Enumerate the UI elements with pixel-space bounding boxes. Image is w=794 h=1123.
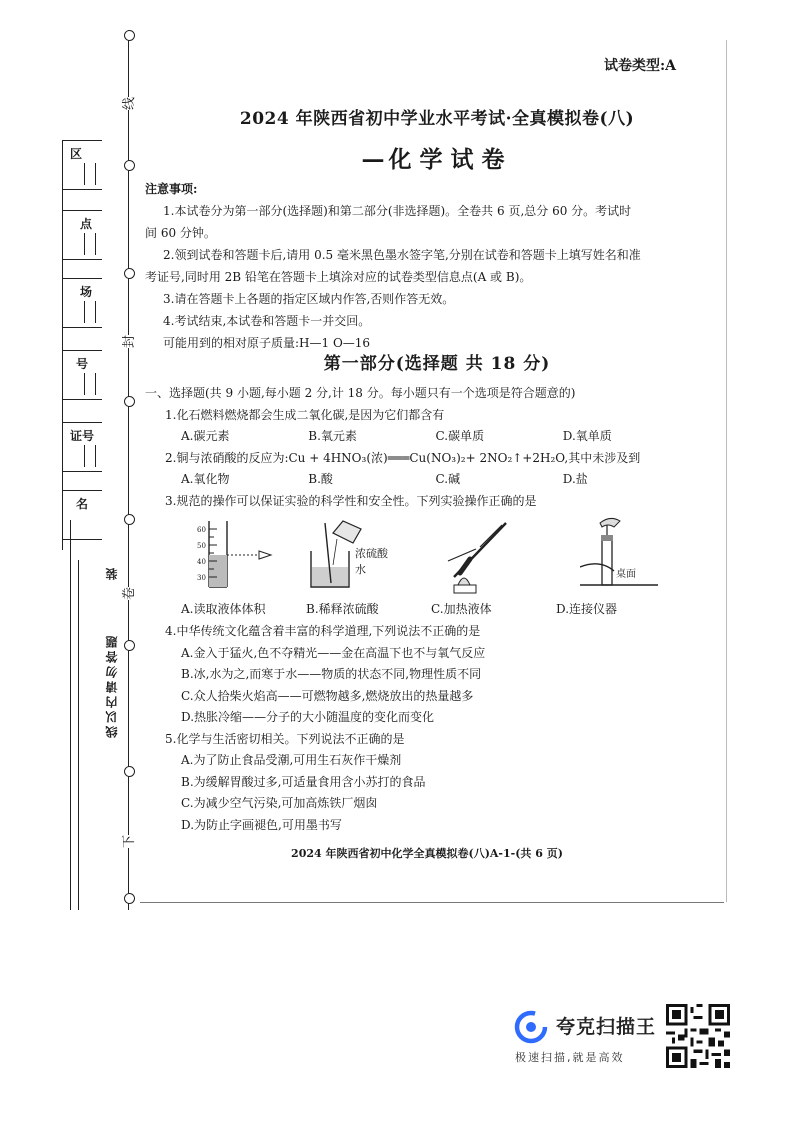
binding-hole (124, 640, 135, 651)
figure-b-dilution (303, 515, 413, 593)
option-b: B.酸 (308, 472, 333, 486)
margin-outer-line (62, 140, 63, 550)
margin-field-label: 号 (76, 357, 89, 371)
question-1-stem: 1.化石燃料燃烧都会生成二氧化碳,是因为它们都含有 (165, 407, 445, 422)
notes-item: 4.考试结束,本试卷和答题卡一并交回。 (163, 314, 371, 328)
margin-field-label: 区 (70, 147, 83, 161)
binding-hole (124, 514, 135, 525)
qr-code-icon (666, 1004, 730, 1068)
option-c: C.众人拾柴火焰高——可燃物越多,燃烧放出的热量越多 (181, 688, 474, 703)
option-d: D.连接仪器 (556, 602, 618, 616)
margin-field-exam-site (62, 210, 102, 260)
option-b: B.氧元素 (308, 429, 357, 443)
exam-title: 2024 年陕西省初中学业水平考试·全真模拟卷(八) (239, 109, 635, 129)
notes-item-continued: 间 60 分钟。 (145, 226, 216, 240)
question-5-stem: 5.化学与生活密切相关。下列说法不正确的是 (165, 731, 405, 746)
table-label: 桌面 (616, 569, 636, 580)
margin-field-label: 点 (80, 217, 93, 231)
margin-field-box (84, 445, 96, 467)
cylinder-tick-label: 40 (197, 558, 206, 566)
page-right-edge (726, 40, 727, 902)
question-1-options (145, 426, 690, 448)
figure-c-heating (440, 515, 530, 595)
margin-field-label: 证号 (70, 429, 95, 443)
question-area (145, 383, 690, 512)
seal-char-seal: 封 (116, 335, 139, 348)
no-answer-warning: 线以内请勿答题 (105, 633, 119, 738)
notes-item-continued: 考证号,同时用 2B 铅笔在答题卡上填涂对应的试卷类型信息点(A 或 B)。 (145, 270, 532, 284)
option-d: D.氧单质 (562, 429, 612, 443)
option-b: B.为缓解胃酸过多,可适量食用含小苏打的食品 (181, 774, 426, 789)
margin-field-box (84, 373, 96, 395)
scanner-logo-icon (514, 1010, 548, 1044)
question-3-figures (175, 515, 675, 605)
option-b: B.稀释浓硫酸 (306, 602, 379, 616)
option-d: D.盐 (562, 472, 588, 486)
warning-bottom-char: 下 (116, 835, 139, 848)
question-area-lower (145, 621, 690, 836)
binding-hole (124, 268, 135, 279)
page-footer: 2024 年陕西省初中化学全真模拟卷(八)A-1-(共 6 页) (291, 847, 563, 860)
binding-hole (124, 893, 135, 904)
notes-item: 2.领到试卷和答题卡后,请用 0.5 毫米黑色墨水签字笔,分别在试卷和答题卡上填写姓名和准 (163, 248, 641, 262)
margin-field-name (62, 490, 102, 540)
cylinder-tick-label: 60 (197, 526, 206, 534)
notes-heading: 注意事项: (145, 182, 198, 196)
scanner-brand-name: 夸克扫描王 (556, 1016, 657, 1038)
notes-item: 3.请在答题卡上各题的指定区域内作答,否则作答无效。 (163, 292, 455, 306)
margin-field-box (84, 233, 96, 255)
binding-hole (124, 396, 135, 407)
question-2-stem: 2.铜与浓硝酸的反应为:Cu + 4HNO₃(浓)═══Cu(NO₃)₂+ 2NO₂↑+2H₂O,其中未涉及到 (165, 450, 641, 465)
margin-field-label: 场 (80, 285, 93, 299)
water-label: 水 (355, 563, 366, 576)
margin-field-label: 名 (76, 497, 89, 511)
option-d: D.热胀冷缩——分子的大小随温度的变化而变化 (181, 710, 435, 724)
option-c: C.碱 (435, 472, 461, 486)
question-3-stem: 3.规范的操作可以保证实验的科学性和安全性。下列实验操作正确的是 (165, 493, 537, 508)
subject-title-text: 化学试卷 (388, 146, 513, 173)
paper-type: 试卷类型:A (603, 58, 676, 74)
question-4-stem: 4.中华传统文化蕴含着丰富的科学道理,下列说法不正确的是 (165, 624, 481, 638)
option-b: B.冰,水为之,而寒于水——物质的状态不同,物理性质不同 (181, 667, 482, 681)
option-a: A.氧化物 (181, 472, 230, 486)
part1-title: 第一部分(选择题 共 18 分) (323, 354, 551, 374)
seal-char-paper: 卷 (116, 587, 139, 600)
scanner-slogan: 极速扫描,就是高效 (515, 1051, 625, 1064)
section-intro: 一、选择题(共 9 小题,每小题 2 分,计 18 分。每小题只有一个选项是符合题意的) (145, 386, 576, 400)
option-a: A.碳元素 (181, 429, 230, 443)
eye-icon (259, 551, 271, 559)
warning-left-char: 装 (105, 565, 119, 580)
page-bottom-edge (140, 902, 724, 903)
option-c: C.加热液体 (431, 602, 492, 616)
acid-label: 浓硫酸 (355, 547, 388, 560)
question-2-options (145, 469, 690, 491)
atomic-mass-note: 可能用到的相对原子质量:H—1 O—16 (163, 336, 371, 350)
option-a: A.金入于猛火,色不夺精光——金在高温下也不与氧气反应 (181, 645, 486, 660)
option-c: C.碳单质 (435, 429, 485, 443)
subject-title (0, 141, 794, 174)
figure-d-connecting (580, 515, 660, 595)
question-3-options (181, 600, 681, 617)
option-a: A.读取液体体积 (181, 602, 266, 616)
notes-item: 1.本试卷分为第一部分(选择题)和第二部分(非选择题)。全卷共 6 页,总分 60 分。考试时 (163, 204, 632, 218)
cylinder-tick-label: 50 (197, 542, 206, 550)
margin-field-room (62, 278, 102, 328)
binding-hole (124, 30, 135, 41)
margin-field-box (84, 301, 96, 323)
option-a: A.为了防止食品受潮,可用生石灰作干燥剂 (181, 753, 402, 767)
option-d: D.为防止字画褪色,可用墨书写 (181, 817, 342, 832)
cylinder-tick-label: 30 (197, 574, 206, 582)
binding-hole (124, 766, 135, 777)
figure-a-cylinder (187, 515, 277, 593)
exam-notes (145, 178, 685, 354)
subject-dash: — (361, 146, 385, 173)
option-c: C.为减少空气污染,可加高炼铁厂烟囱 (181, 796, 378, 810)
margin-field-id (62, 422, 102, 472)
seal-char-line: 线 (116, 97, 139, 110)
